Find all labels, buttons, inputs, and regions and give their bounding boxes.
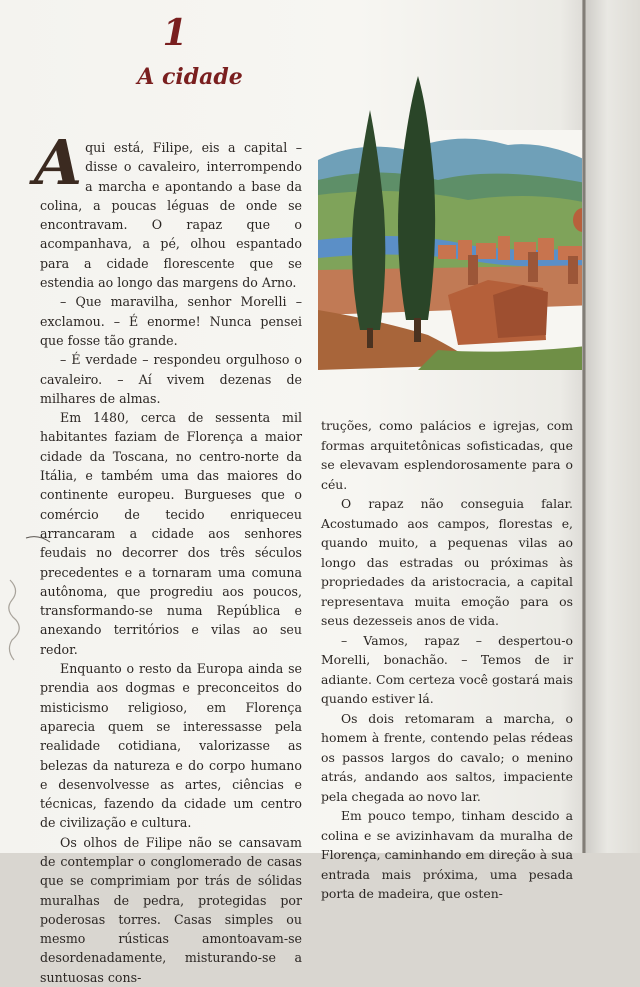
next-page-edge	[586, 0, 640, 853]
paragraph-3: – É verdade – respondeu orgulhoso o cavaleiro. – Aí vivem dezenas de milhares de almas.	[40, 352, 302, 406]
right-column-text	[321, 416, 573, 904]
paragraph-5: Enquanto o resto da Europa ainda se prendia aos dogmas e preconceitos do misticismo religioso, em Florença aparecia quem se interessasse pela realidade cotidiana, valorizasse as belezas da natureza e do corpo humano e desenvolvesse as artes, ciências e técnicas, fazendo da cidade um centro de civilização e cultura.	[40, 661, 302, 831]
paragraph-4: Em 1480, cerca de sessenta mil habitantes faziam de Florença a maior cidade da Toscana, no centro-norte da Itália, e também uma das maiores do continente europeu. Burgueses que o comércio de tecido enriqueceu arrancaram a cidade aos senhores feudais no decorrer dos três séculos precedentes e a tornaram uma comuna autônoma, que progrediu aos poucos, transformando-se numa República e anexando territórios e vilas ao seu redor.	[40, 410, 302, 657]
right-paragraph-1: truções, como palácios e igrejas, com formas arquitetônicas sofisticadas, que se elevavam esplendorosamente para o céu.	[321, 418, 573, 492]
right-paragraph-4: Os dois retomaram a marcha, o homem à frente, contendo pelas rédeas os passos largos do cavalo; o menino atrás, andando aos saltos, impaciente pela chegada ao novo lar.	[321, 710, 573, 804]
paragraph-1	[34, 126, 302, 292]
paragraph-6: Os olhos de Filipe não se cansavam de contemplar o conglomerado de casas que se comprimiam por trás de sólidas muralhas de pedra, protegidas por poderosas torres. Casas simples ou mesmo rústicas amontoavam-se desordenadamente, misturando-se a suntuosas cons-	[40, 834, 302, 985]
right-paragraph-2: O rapaz não conseguia falar. Acostumado aos campos, florestas e, quando muito, a pequenas vilas ao longo das estradas ou próximas às propriedades da aristocracia, a capital representava muita emoção para os seus dezesseis anos de vida.	[321, 496, 573, 628]
chapter-title: A cidade	[137, 64, 243, 90]
florence-illustration	[318, 70, 596, 390]
paragraph-2: – Que maravilha, senhor Morelli – exclamou. – É enorme! Nunca pensei que fosse tão grande.	[40, 294, 302, 348]
paragraph-1-text: qui está, Filipe, eis a capital – disse o cavaleiro, interrompendo a marcha e apontando a base da colina, a poucas léguas de onde se encontravam. O rapaz que o acompanhava, a pé, olhou espantado para a cidade florescente que se estendia ao longo das margens do Arno.	[40, 140, 302, 291]
right-paragraph-5: Em pouco tempo, tinham descido a colina e se avizinhavam da muralha de Florença, caminhando em direção à sua entrada mais próxima, uma pesada porta de madeira, que osten-	[321, 808, 573, 901]
pencil-arrow-mark	[24, 532, 54, 562]
chapter-number: 1	[162, 12, 188, 54]
left-column-text	[34, 126, 302, 987]
right-paragraph-3: – Vamos, rapaz – despertou-o Morelli, bonachão. – Temos de ir adiante. Com certeza você gostará mais quando estiver lá.	[321, 632, 573, 706]
drop-cap: A	[34, 126, 83, 199]
pencil-margin-note	[0, 575, 30, 665]
